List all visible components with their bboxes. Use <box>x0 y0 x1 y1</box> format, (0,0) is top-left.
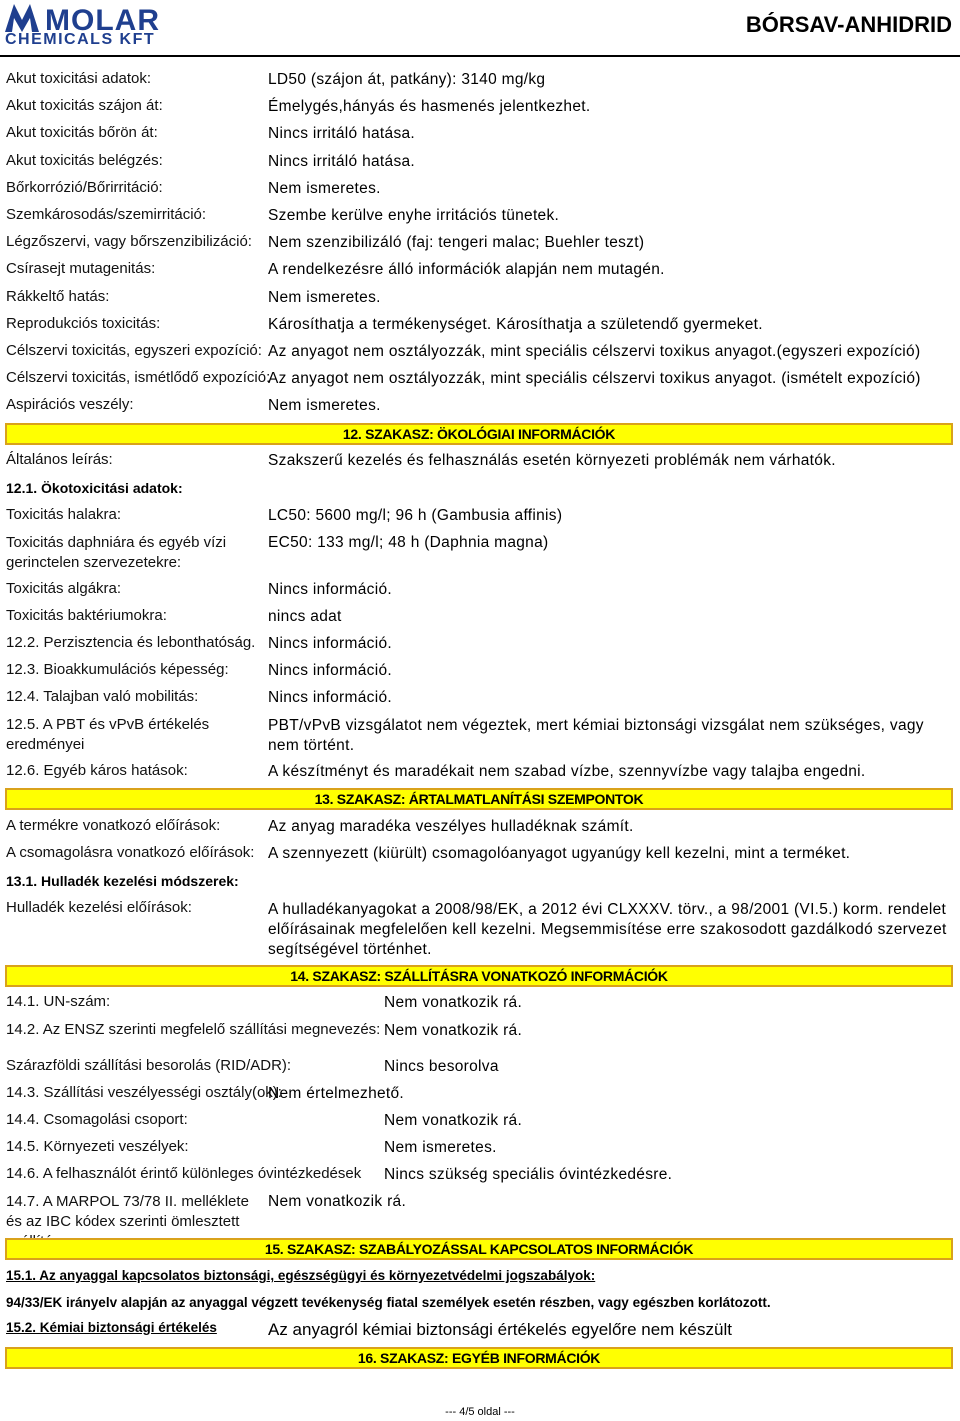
tox-label: Csírasejt mutagenitás: <box>6 260 156 278</box>
tox-value: Nem szenzibilizáló (faj: tengeri malac; Buehler teszt) <box>268 234 645 252</box>
tox-value: Nincs irritáló hatása. <box>268 152 416 170</box>
shipping-name-value: Nem vonatkozik rá. <box>384 1022 523 1039</box>
pbt-label: 12.5. A PBT és vPvB értékelés eredményei <box>6 716 210 753</box>
company-logo <box>5 4 225 48</box>
hazard-class-value: Nem értelmezhető. <box>268 1085 405 1102</box>
header-divider <box>0 55 960 57</box>
product-disposal-value: Az anyag maradéka veszélyes hulladéknak számít. <box>268 818 634 835</box>
algae-value: Nincs információ. <box>268 581 392 598</box>
logo-sub-text: CHEMICALS KFT <box>5 31 156 48</box>
bacteria-value: nincs adat <box>268 608 342 625</box>
chemical-safety-label: 15.2. Kémiai biztonsági értékelés <box>6 1320 217 1335</box>
tox-label: Akut toxicitási adatok: <box>6 70 152 87</box>
section-16-header: 16. SZAKASZ: EGYÉB INFORMÁCIÓK <box>5 1347 953 1369</box>
mobility-label: 12.4. Talajban való mobilitás: <box>6 688 199 705</box>
packaging-disposal-label: A csomagolásra vonatkozó előírások: <box>6 844 255 861</box>
packing-group-label: 14.4. Csomagolási csoport: <box>6 1111 188 1128</box>
chemical-safety-value: Az anyagról kémiai biztonsági értékelés egyelőre nem készült <box>268 1320 732 1339</box>
daphnia-value: EC50: 133 mg/l; 48 h (Daphnia magna) <box>268 534 549 551</box>
persistence-value: Nincs információ. <box>268 635 392 652</box>
environmental-hazards-value: Nem ismeretes. <box>384 1139 497 1156</box>
tox-label: Bőrkorrózió/Bőrirritáció: <box>6 178 163 196</box>
tox-label: Akut toxicitás szájon át: <box>6 97 163 115</box>
packaging-disposal-value: A szennyezett (kiürült) csomagolóanyagot ugyanúgy kell kezelni, mint a terméket. <box>268 845 851 862</box>
mobility-value: Nincs információ. <box>268 689 392 706</box>
tox-value: Émelygés,hányás és hasmenés jelentkezhet. <box>268 98 591 116</box>
tox-value: Nem ismeretes. <box>268 397 381 415</box>
waste-rules-label: Hulladék kezelési előírások: <box>6 899 192 916</box>
persistence-label: 12.2. Perzisztencia és lebonthatóság. <box>6 634 256 651</box>
tox-value: Nem ismeretes. <box>268 179 381 197</box>
un-number-value: Nem vonatkozik rá. <box>384 994 523 1011</box>
regulations-heading: 15.1. Az anyaggal kapcsolatos biztonsági, egészségügyi és környezetvédelmi jogszabályok: <box>6 1268 596 1283</box>
directive-text: 94/33/EK irányelv alapján az anyaggal végzett tevékenység fiatal személyek esetén részben, vagy egészben korlátozott. <box>6 1295 771 1310</box>
general-value: Szakszerű kezelés és felhasználás esetén környezeti problémák nem várhatók. <box>268 452 836 469</box>
section-14-header: 14. SZAKASZ: SZÁLLÍTÁSRA VONATKOZÓ INFORMÁCIÓK <box>5 965 953 987</box>
tox-value: Nem ismeretes. <box>268 288 381 306</box>
tox-value: Az anyagot nem osztályozzák, mint speciális célszervi toxikus anyagot. (ismételt expozíció) <box>268 370 921 388</box>
section-12-header: 12. SZAKASZ: ÖKOLÓGIAI INFORMÁCIÓK <box>5 423 953 445</box>
tox-value: Károsíthatja a termékenységet. Károsíthatja a születendő gyermeket. <box>268 315 763 333</box>
environmental-hazards-label: 14.5. Környezeti veszélyek: <box>6 1138 189 1155</box>
document-title: BÓRSAV-ANHIDRID <box>745 12 952 37</box>
hazard-class-label: 14.3. Szállítási veszélyességi osztály(ok): <box>6 1084 282 1101</box>
product-disposal-label: A termékre vonatkozó előírások: <box>6 817 221 834</box>
marpol-value: Nem vonatkozik rá. <box>268 1193 407 1210</box>
packing-group-value: Nem vonatkozik rá. <box>384 1112 523 1129</box>
section-13-header: 13. SZAKASZ: ÁRTALMATLANÍTÁSI SZEMPONTOK <box>5 788 953 810</box>
eco-toxicity-heading: 12.1. Ökotoxicitási adatok: <box>6 480 183 496</box>
land-transport-value: Nincs besorolva <box>384 1058 499 1075</box>
logo-main-text: MOLAR <box>45 4 160 37</box>
shipping-name-label: 14.2. Az ENSZ szerinti megfelelő szállítási megnevezés: <box>6 1021 381 1038</box>
tox-label: Célszervi toxicitás, egyszeri expozíció: <box>6 342 262 359</box>
other-effects-value: A készítményt és maradékait nem szabad vízbe, szennyvízbe vagy talajba engedni. <box>268 763 866 780</box>
tox-label: Akut toxicitás belégzés: <box>6 151 163 169</box>
tox-label: Szemkárosodás/szemirritáció: <box>6 206 207 223</box>
fish-label: Toxicitás halakra: <box>6 506 122 523</box>
tox-label: Célszervi toxicitás, ismétlődő expozíció: <box>6 369 271 387</box>
algae-label: Toxicitás algákra: <box>6 580 122 597</box>
bioaccumulation-value: Nincs információ. <box>268 662 392 679</box>
tox-value: A rendelkezésre álló információk alapján nem mutagén. <box>268 261 665 279</box>
precautions-value: Nincs szükség speciális óvintézkedésre. <box>384 1166 673 1183</box>
tox-value: LD50 (szájon át, patkány): 3140 mg/kg <box>268 71 546 88</box>
logo-mark-icon <box>5 4 39 32</box>
tox-label: Aspirációs veszély: <box>6 396 134 414</box>
bioaccumulation-label: 12.3. Bioakkumulációs képesség: <box>6 661 229 678</box>
page-number: --- 4/5 oldal --- <box>445 1406 515 1418</box>
tox-label: Rákkeltő hatás: <box>6 287 110 305</box>
tox-value: Az anyagot nem osztályozzák, mint speciális célszervi toxikus anyagot.(egyszeri expozíció) <box>268 343 921 360</box>
waste-methods-heading: 13.1. Hulladék kezelési módszerek: <box>6 873 239 889</box>
daphnia-label: Toxicitás daphniára és egyéb vízi gerinctelen szervezetekre: <box>6 534 227 571</box>
tox-value: Szembe kerülve enyhe irritációs tünetek. <box>268 207 560 224</box>
tox-label: Akut toxicitás bőrön át: <box>6 124 158 142</box>
pbt-value: PBT/vPvB vizsgálatot nem végeztek, mert kémiai biztonsági vizsgálat nem szükséges, vagy nem történt. <box>268 717 924 754</box>
bacteria-label: Toxicitás baktériumokra: <box>6 607 167 624</box>
tox-label: Reprodukciós toxicitás: <box>6 314 161 332</box>
waste-rules-value: A hulladékanyagokat a 2008/98/EK, a 2012 évi CLXXXV. törv., a 98/2001 (VI.5.) korm. rendelet előírásainak megfelelően kell kezelni. Megsemmisítése erre szakosodott gazdálkodó szervezet segítségével történhet. <box>268 901 947 958</box>
general-label: Általános leírás: <box>6 451 113 468</box>
other-effects-label: 12.6. Egyéb káros hatások: <box>6 762 188 779</box>
marpol-label: 14.7. A MARPOL 73/78 II. melléklete és az IBC kódex szerinti ömlesztett <box>6 1193 249 1230</box>
un-number-label: 14.1. UN-szám: <box>6 993 111 1010</box>
tox-value: Nincs irritáló hatása. <box>268 125 416 143</box>
fish-value: LC50: 5600 mg/l; 96 h (Gambusia affinis) <box>268 507 563 524</box>
land-transport-label: Szárazföldi szállítási besorolás (RID/ADR): <box>6 1057 292 1074</box>
tox-label: Légzőszervi, vagy bőrszenzibilizáció: <box>6 233 252 251</box>
section-15-header: 15. SZAKASZ: SZABÁLYOZÁSSAL KAPCSOLATOS INFORMÁCIÓK <box>5 1238 953 1260</box>
precautions-label: 14.6. A felhasználót érintő különleges óvintézkedések <box>6 1165 362 1182</box>
